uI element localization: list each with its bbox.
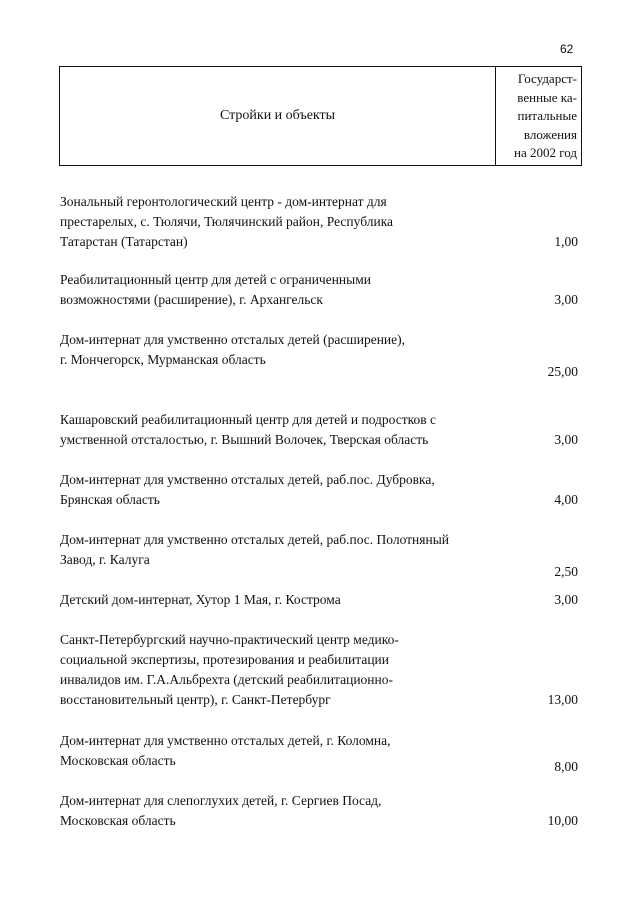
table-row <box>60 731 578 774</box>
row-object-name: Кашаровский реабилитационный центр для детей и подростков с умственной отсталостью, г. Вышний Волочек, Тверская область <box>60 412 437 447</box>
row-investment-value: 13,00 <box>547 692 578 707</box>
row-investment-value: 4,00 <box>554 492 578 507</box>
table-row <box>60 791 578 831</box>
row-object-name: Дом-интернат для умственно отсталых детей, раб.пос. Полотняный Завод, г. Калуга <box>60 532 450 567</box>
table-row <box>60 270 578 310</box>
row-object-name: Реабилитационный центр для детей с ограниченными возможностями (расширение), г. Архангельск <box>60 272 371 307</box>
table-row <box>60 410 578 450</box>
table-row <box>60 192 578 252</box>
table-row <box>60 630 578 710</box>
table-row <box>60 590 578 610</box>
row-investment-value: 3,00 <box>554 592 578 607</box>
row-object-name: Детский дом-интернат, Хутор 1 Мая, г. Кострома <box>60 592 341 607</box>
table-header <box>59 66 582 166</box>
row-object-name: Дом-интернат для умственно отсталых детей (расширение), г. Мончегорск, Мурманская область <box>60 332 406 367</box>
row-object-name: Дом-интернат для умственно отсталых детей, раб.пос. Дубровка, Брянская область <box>60 472 435 507</box>
row-investment-value: 10,00 <box>547 813 578 828</box>
row-investment-value: 8,00 <box>554 759 578 774</box>
table-row <box>60 530 578 579</box>
row-investment-value: 3,00 <box>554 292 578 307</box>
row-object-name: Дом-интернат для умственно отсталых детей, г. Коломна, Московская область <box>60 733 391 768</box>
table-row <box>60 330 578 379</box>
objects-column-header: Стройки и объекты <box>60 67 496 165</box>
row-investment-value: 1,00 <box>554 234 578 249</box>
row-object-name: Зональный геронтологический центр - дом-интернат для престарелых, с. Тюлячи, Тюлячинский район, Республика Татарстан (Татарстан) <box>60 194 394 249</box>
page-number: 62 <box>560 42 574 56</box>
row-object-name: Санкт-Петербургский научно-практический центр медико- социальной экспертизы, протезирования и реабилитации инвалидов им. Г.А.Альбрехта (детский реабилитационно- восстановительный центр), г. Санкт-Петербург <box>60 632 399 707</box>
investment-column-header: Государст- венные ка- питальные вложения на 2002 год <box>514 71 577 160</box>
row-investment-value: 3,00 <box>554 432 578 447</box>
row-investment-value: 25,00 <box>547 364 578 379</box>
row-investment-value: 2,50 <box>554 564 578 579</box>
row-object-name: Дом-интернат для слепоглухих детей, г. Сергиев Посад, Московская область <box>60 793 382 828</box>
table-row <box>60 470 578 510</box>
